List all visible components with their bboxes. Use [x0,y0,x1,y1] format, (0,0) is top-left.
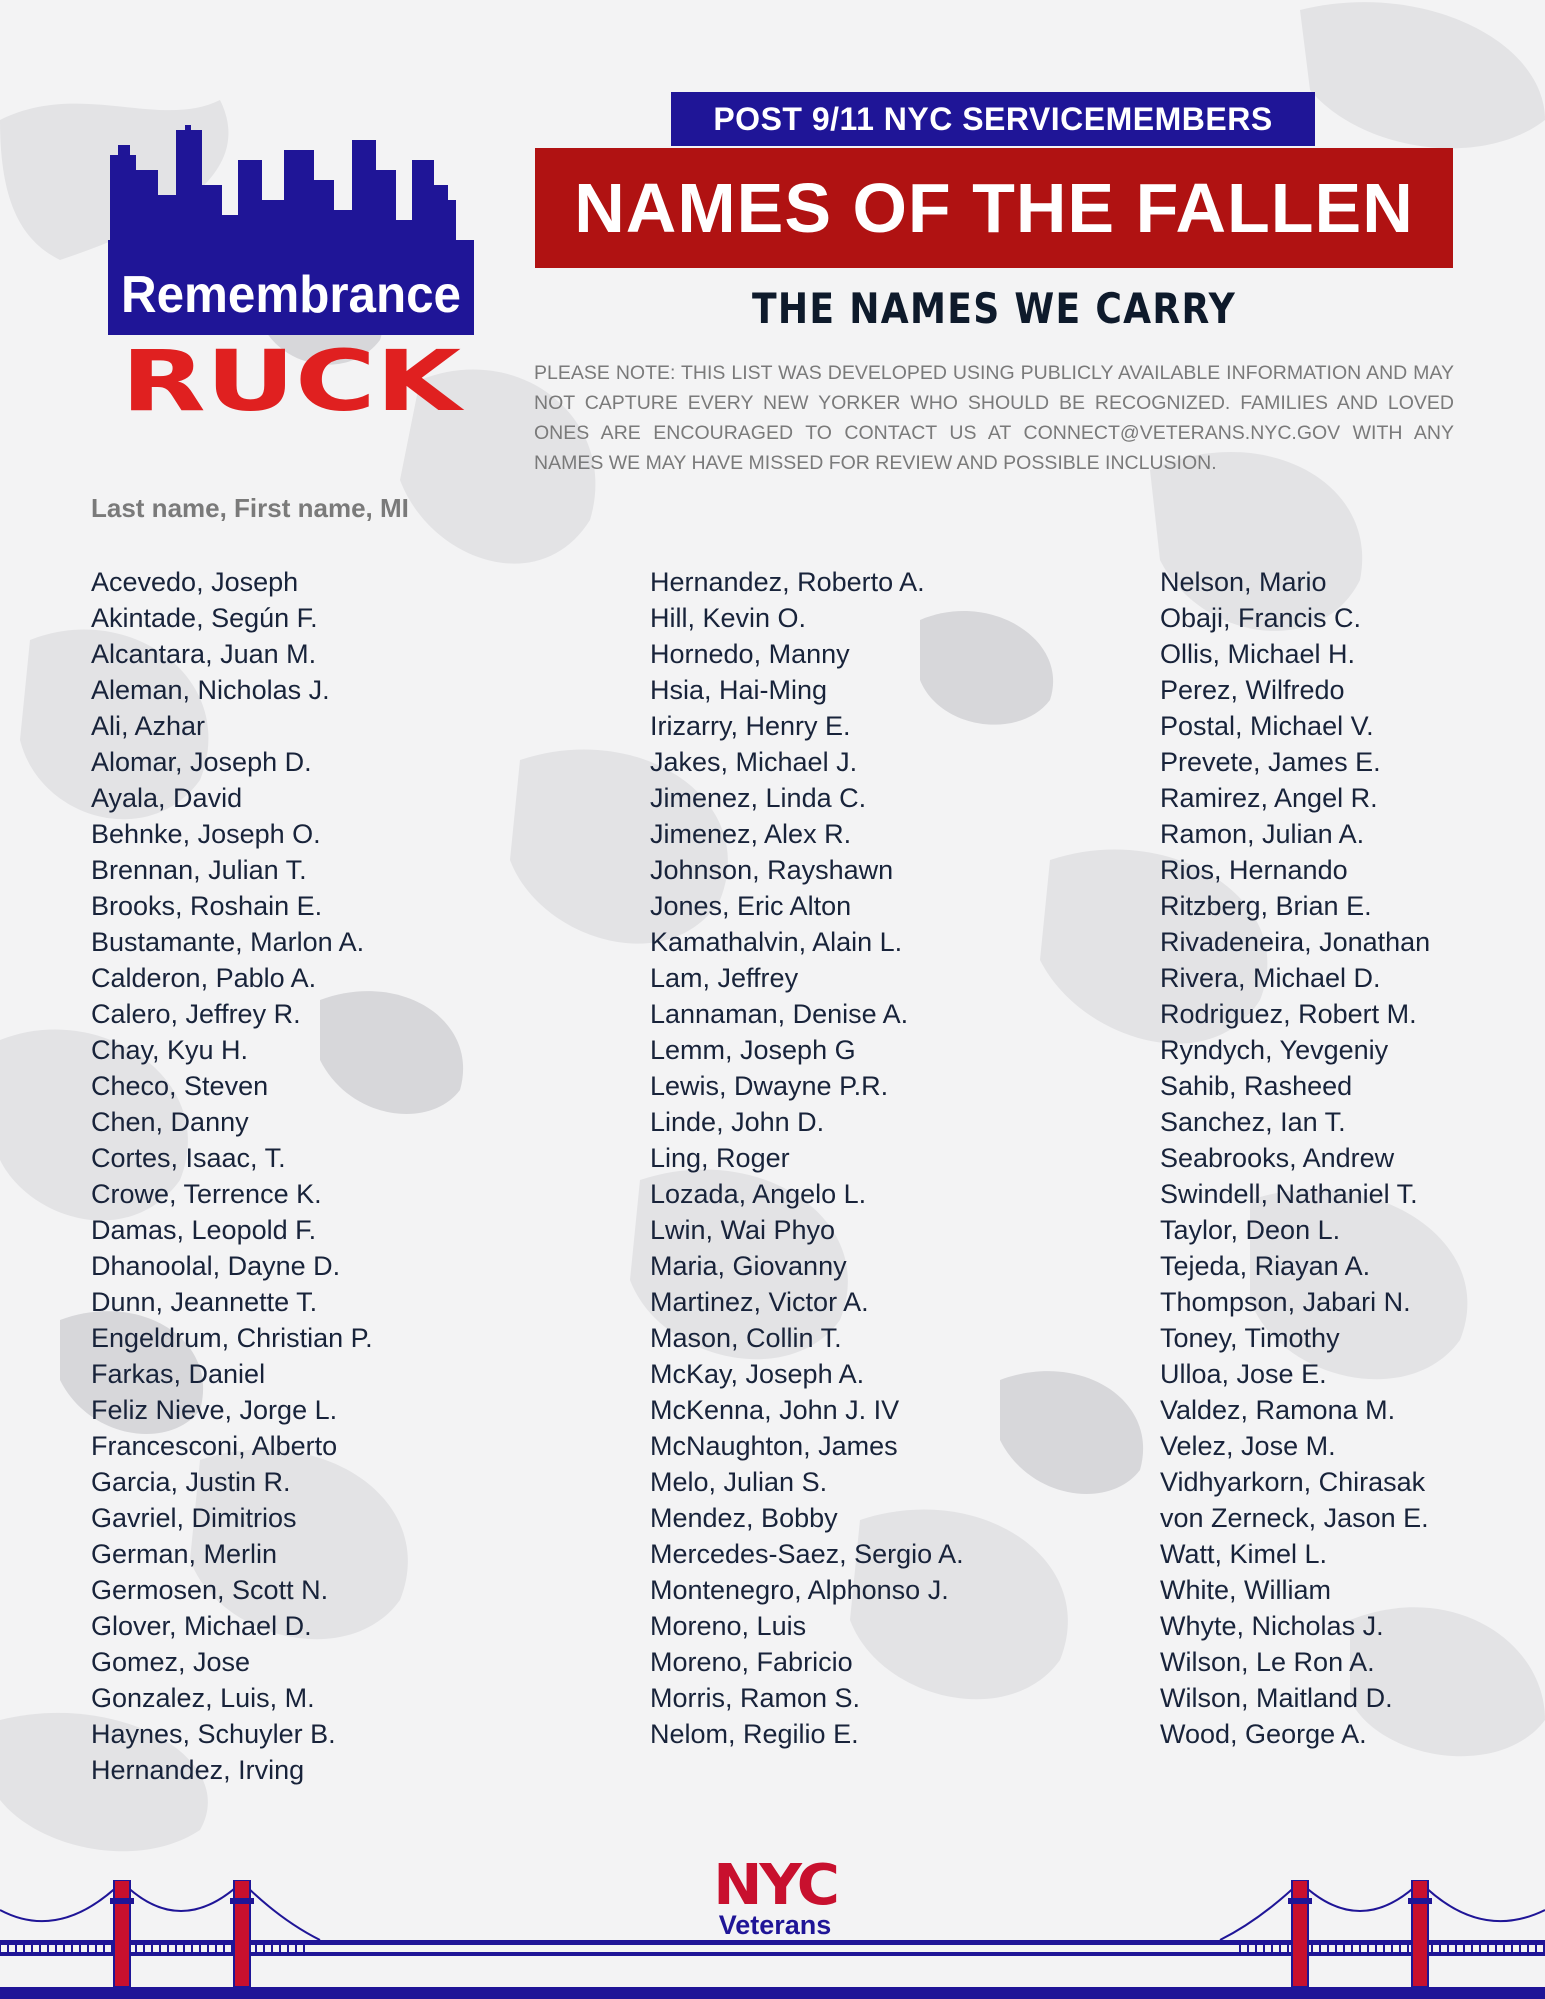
name-entry: Mercedes-Saez, Sergio A. [650,1539,964,1569]
name-entry: Mendez, Bobby [650,1503,838,1533]
name-entry: Gomez, Jose [91,1647,251,1677]
name-entry: Prevete, James E. [1160,747,1381,777]
name-entry: Wood, George A. [1160,1719,1367,1749]
name-entry: Montenegro, Alphonso J. [650,1575,949,1605]
names-column-2 [650,564,964,1752]
name-entry: Dunn, Jeannette T. [91,1287,318,1317]
name-entry: Alomar, Joseph D. [91,747,312,777]
name-entry: Sahib, Rasheed [1160,1071,1353,1101]
name-entry: Lewis, Dwayne P.R. [650,1071,889,1101]
name-entry: Brooks, Roshain E. [91,891,323,921]
nyc-mark: NYC [713,1853,837,1918]
name-entry: Valdez, Ramona M. [1160,1395,1396,1425]
name-entry: Lam, Jeffrey [650,963,799,993]
name-entry: Bustamante, Marlon A. [91,927,365,957]
name-entry: Obaji, Francis C. [1160,603,1362,633]
name-entry: Aleman, Nicholas J. [91,675,330,705]
name-entry: Seabrooks, Andrew [1160,1143,1395,1173]
name-entry: Melo, Julian S. [650,1467,828,1497]
name-entry: Ayala, David [91,783,243,813]
name-entry: Calero, Jeffrey R. [91,999,301,1029]
name-entry: Gonzalez, Luis, M. [91,1683,315,1713]
name-entry: Rivera, Michael D. [1160,963,1381,993]
name-entry: Velez, Jose M. [1160,1431,1336,1461]
tagline: THE NAMES WE CARRY [751,284,1237,333]
name-entry: Akintade, Según F. [91,603,318,633]
name-entry: Glover, Michael D. [91,1611,312,1641]
names-column-3 [1160,564,1430,1752]
name-entry: Lwin, Wai Phyo [650,1215,836,1245]
disclaimer-note: PLEASE NOTE: THIS LIST WAS DEVELOPED USING PUBLICLY AVAILABLE INFORMATION AND MAY NOT CAPTURE EVERY NEW YORKER WHO SHOULD BE RECOGNIZED. FAMILIES AND LOVED ONES ARE ENCOURAGED TO CONTACT US AT CONNECT@VETERANS.NYC.GOV WITH ANY NAMES WE MAY HAVE MISSED FOR REVIEW AND POSSIBLE INCLUSION. [534,362,1454,474]
name-entry: McKay, Joseph A. [650,1359,865,1389]
name-entry: Engeldrum, Christian P. [91,1323,373,1353]
name-entry: Jimenez, Alex R. [650,819,852,849]
name-entry: Sanchez, Ian T. [1160,1107,1346,1137]
name-entry: McKenna, John J. IV [650,1395,900,1425]
name-entry: Thompson, Jabari N. [1160,1287,1411,1317]
name-entry: Moreno, Luis [650,1611,807,1641]
name-entry: Johnson, Rayshawn [650,855,894,885]
name-entry: Perez, Wilfredo [1160,675,1345,705]
name-entry: Lannaman, Denise A. [650,999,909,1029]
name-entry: Rios, Hernando [1160,855,1348,885]
name-entry: Hill, Kevin O. [650,603,807,633]
title-banner [535,148,1453,268]
name-entry: Cortes, Isaac, T. [91,1143,286,1173]
name-entry: Whyte, Nicholas J. [1160,1611,1384,1641]
name-entry: Mason, Collin T. [650,1323,842,1353]
name-entry: Watt, Kimel L. [1160,1539,1328,1569]
name-entry: Hsia, Hai-Ming [650,675,828,705]
name-entry: Farkas, Daniel [91,1359,266,1389]
name-entry: Jones, Eric Alton [650,891,852,921]
name-entry: Hornedo, Manny [650,639,850,669]
name-entry: White, William [1160,1575,1332,1605]
name-entry: Calderon, Pablo A. [91,963,317,993]
subtitle-text: POST 9/11 NYC SERVICEMEMBERS [713,100,1273,137]
name-entry: Tejeda, Riayan A. [1160,1251,1371,1281]
name-entry: Behnke, Joseph O. [91,819,321,849]
name-entry: Jakes, Michael J. [650,747,858,777]
name-entry: Ulloa, Jose E. [1160,1359,1327,1389]
name-entry: Ali, Azhar [91,711,206,741]
name-entry: Rivadeneira, Jonathan [1160,927,1431,957]
veterans-label: Veterans [718,1910,832,1940]
name-entry: Feliz Nieve, Jorge L. [91,1395,338,1425]
name-entry: Kamathalvin, Alain L. [650,927,903,957]
name-entry: Crowe, Terrence K. [91,1179,322,1209]
name-entry: Ramon, Julian A. [1160,819,1365,849]
name-entry: Ling, Roger [650,1143,790,1173]
name-entry: Lozada, Angelo L. [650,1179,867,1209]
name-entry: Moreno, Fabricio [650,1647,853,1677]
name-entry: Irizarry, Henry E. [650,711,851,741]
logo-line1: Remembrance [121,266,461,324]
name-entry: Damas, Leopold F. [91,1215,317,1245]
name-entry: Vidhyarkorn, Chirasak [1160,1467,1426,1497]
name-entry: Ryndych, Yevgeniy [1160,1035,1389,1065]
name-entry: Ollis, Michael H. [1160,639,1356,669]
name-entry: Postal, Michael V. [1160,711,1374,741]
name-entry: Hernandez, Irving [91,1755,305,1785]
name-entry: Wilson, Maitland D. [1160,1683,1393,1713]
name-entry: Checo, Steven [91,1071,269,1101]
name-entry: Garcia, Justin R. [91,1467,291,1497]
name-entry: Linde, John D. [650,1107,825,1137]
name-entry: Taylor, Deon L. [1160,1215,1341,1245]
name-entry: Toney, Timothy [1160,1323,1340,1353]
name-entry: German, Merlin [91,1539,278,1569]
subtitle-banner [671,92,1315,146]
nyc-veterans-logo [700,1853,850,1941]
list-header: Last name, First name, MI [91,493,409,523]
name-entry: McNaughton, James [650,1431,898,1461]
name-entry: Gavriel, Dimitrios [91,1503,297,1533]
name-entry: Germosen, Scott N. [91,1575,329,1605]
name-entry: Maria, Giovanny [650,1251,847,1281]
name-entry: Brennan, Julian T. [91,855,307,885]
names-column-1 [91,564,373,1788]
name-entry: Rodriguez, Robert M. [1160,999,1417,1029]
name-entry: Wilson, Le Ron A. [1160,1647,1375,1677]
name-entry: Swindell, Nathaniel T. [1160,1179,1418,1209]
name-entry: Martinez, Victor A. [650,1287,869,1317]
name-entry: Jimenez, Linda C. [650,783,867,813]
page-title: NAMES OF THE FALLEN [574,169,1414,247]
name-entry: Ritzberg, Brian E. [1160,891,1372,921]
name-entry: Chen, Danny [91,1107,249,1137]
name-entry: Acevedo, Joseph [91,567,299,597]
name-entry: Chay, Kyu H. [91,1035,249,1065]
name-entry: Lemm, Joseph G [650,1035,856,1065]
name-entry: Alcantara, Juan M. [91,639,317,669]
name-entry: Ramirez, Angel R. [1160,783,1378,813]
name-entry: Haynes, Schuyler B. [91,1719,336,1749]
name-entry: Francesconi, Alberto [91,1431,338,1461]
name-entry: Dhanoolal, Dayne D. [91,1251,341,1281]
remembrance-ruck-logo [108,125,488,425]
name-entry: Nelson, Mario [1160,567,1327,597]
name-entry: Nelom, Regilio E. [650,1719,859,1749]
name-entry: von Zerneck, Jason E. [1160,1503,1429,1533]
logo-line2: RUCK [121,332,465,425]
name-entry: Hernandez, Roberto A. [650,567,925,597]
name-entry: Morris, Ramon S. [650,1683,861,1713]
